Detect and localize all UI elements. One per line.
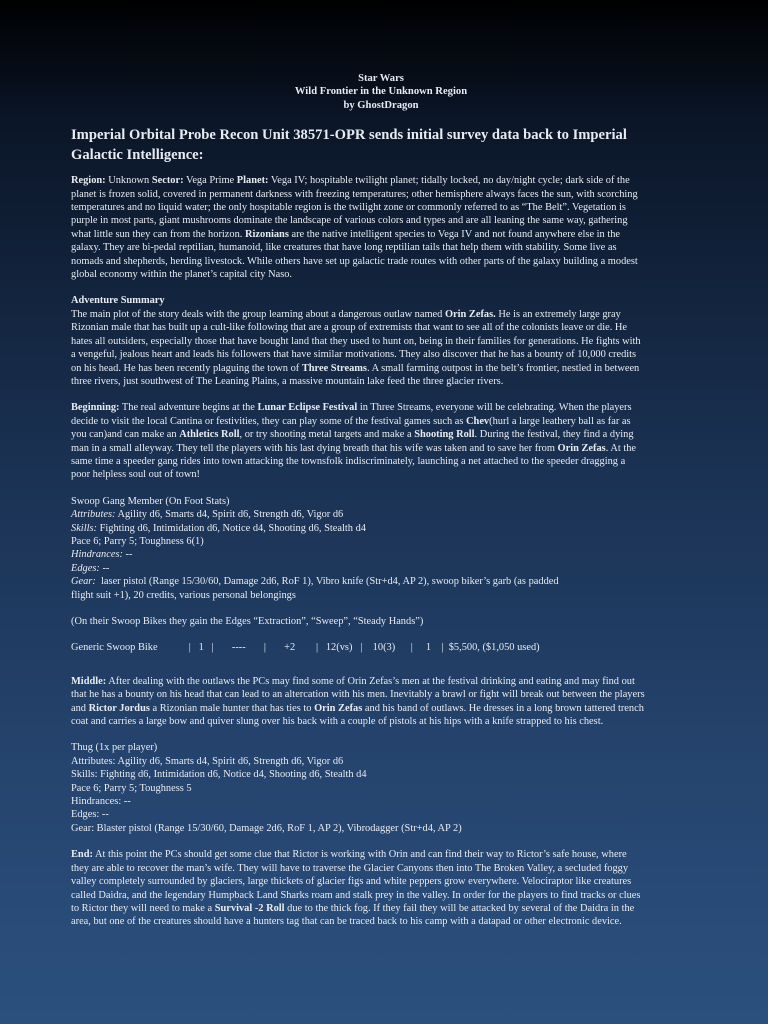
swoop-skills: Skills: Fighting d6, Intimidation d6, Notice d4, Shooting d6, Stealth d4	[71, 522, 366, 534]
swoop-bike-stats: Generic Swoop Bike | 1 | ---- | +2 | 12(vs) | 10(3) | 1 | $5,500, ($1,050 used)	[71, 642, 540, 654]
headline-line: Imperial Orbital Probe Recon Unit 38571-OPR sends initial survey data back to Imperial	[71, 127, 627, 144]
headline-line: Galactic Intelligence:	[71, 147, 204, 164]
text-line: Rizonian male that has built up a cult-like following that are a group of extremists that want to see all of the colonists leave or die. He	[71, 322, 628, 334]
text-line: Skills: Fighting d6, Intimidation d6, Notice d4, Shooting d6, Stealth d4	[71, 769, 367, 781]
text-line: global economy within the planet’s capital city Naso.	[71, 269, 293, 281]
header-author: by GhostDragon	[343, 99, 419, 111]
summary-paragraph	[71, 308, 705, 388]
text-line: Region: Unknown Sector: Vega Prime Planet: Vega IV; hospitable twilight planet; tidally locked, no day/night cycle; dark side of the	[71, 175, 630, 187]
text-line: Gear: Blaster pistol (Range 15/30/60, Damage 2d6, RoF 1, AP 2), Vibrodagger (Str+d4, AP 2)	[71, 822, 462, 834]
text-line: nomads and shepherds, herding livestock. While others have set up galactic trade routes with other parts of the galaxy building a modest	[71, 255, 638, 267]
text-line: poor helpless soul out of town!	[71, 469, 201, 481]
swoop-attributes: Attributes: Agility d6, Smarts d4, Spirit d6, Strength d6, Vigor d6	[71, 509, 344, 521]
text-line: hates all outsiders, especially those that have bought land that they used to hunt on, being in their families for generations. He fights with	[71, 335, 641, 347]
text-line: decide to visit the local Cantina or festivities, they can play some of the festival games such as Chev(hurl a large leathery ball as far as	[71, 415, 631, 427]
text-line: a vengeful, jealous heart and leads his followers that have similar motivations. They also discover that he has a bounty of 10,000 credits	[71, 349, 637, 361]
swoop-hindrances: Hindrances: --	[71, 549, 133, 561]
swoop-edges: Edges: --	[71, 562, 110, 574]
swoop-pace: Pace 6; Parry 5; Toughness 6(1)	[71, 535, 204, 547]
text-line: area, but one of the creatures should have a hunters tag that can be traced back to his camp with a datapad or other electronic device.	[71, 916, 622, 928]
thug-stat-block	[71, 741, 705, 835]
survey-headline	[71, 125, 705, 165]
header-subtitle: Wild Frontier in the Unknown Region	[294, 86, 468, 98]
text-line: three rivers, just southwest of The Leaning Plains, a massive mountain lake feed the three glacier rivers.	[71, 375, 504, 387]
beginning-paragraph	[71, 401, 705, 481]
text-line: coat and carries a large bow and quiver slung over his back with a couple of pistols at his hips with a knife strapped to his chest.	[71, 716, 604, 728]
text-line: same time a speeder gang rides into town attacking the townsfolk indiscriminately, launching a net attached to the speeder dragging a	[71, 455, 626, 467]
adventure-summary	[71, 294, 705, 388]
document-page	[71, 72, 705, 929]
text-line: Middle: After dealing with the outlaws the PCs may find some of Orin Zefas’s men at the festival drinking and eating and may find out	[71, 675, 635, 687]
text-line: to Rictor they will need to make a Survival -2 Roll due to the thick fog. If they fail they will be attacked by several of the Daidra in the	[71, 902, 635, 914]
document-header	[57, 72, 705, 112]
text-line: planet is frozen solid, covered in permanent darkness with freezing temperatures; other hemisphere always faces the sun, with scorching	[71, 188, 638, 200]
swoop-gear: Gear: laser pistol (Range 15/30/60, Damage 2d6, RoF 1), Vibro knife (Str+d4, AP 2), swoop biker’s garb (as padded	[71, 576, 559, 588]
summary-title: Adventure Summary	[71, 295, 165, 307]
header-title: Star Wars	[358, 73, 404, 84]
text-line: on his head. He has been recently plaguing the town of Three Streams. A small farming outpost in the belt’s frontier, nestled in between	[71, 362, 640, 374]
text-line: called Daidra, and the legendary Humpback Land Sharks roam and stalk prey in the valley. In order for the players to find tracks or clues	[71, 889, 641, 901]
text-line: Attributes: Agility d6, Smarts d4, Spirit d6, Strength d6, Vigor d6	[71, 755, 344, 767]
end-paragraph	[71, 848, 705, 928]
text-line: Hindrances: --	[71, 796, 131, 808]
text-line: End: At this point the PCs should get some clue that Rictor is working with Orin and can find their way to Rictor’s safe house, where	[71, 849, 627, 861]
text-line: temperatures and no liquid water; the only hospitable region is the twilight zone or commonly referred to as “The Belt”. Vegetation is	[71, 202, 626, 214]
text-line: Pace 6; Parry 5; Toughness 5	[71, 782, 192, 794]
text-line: valley completely surrounded by glaciers, large thickets of glacier figs and white peppers grow everywhere. Velociraptor like creatures	[71, 876, 632, 888]
middle-paragraph	[71, 675, 705, 729]
region-paragraph	[71, 174, 705, 281]
text-line: that he has a bounty on his head that can lead to an altercation with his men. Inevitably a brawl or fight will break out between the players	[71, 689, 645, 701]
text-line: purple in most parts, giant mushrooms dominate the landscape of various colors and types and are all leaning the same way, gathering	[71, 215, 628, 227]
text-line: and Rictor Jordus a Rizonian male hunter that has ties to Orin Zefas and his band of outlaws. He dresses in a long brown tattered trench	[71, 702, 644, 714]
text-line: what little sun they can from the horizon. Rizonians are the native intelligent species to Vega IV and not found anywhere else in the	[71, 228, 621, 240]
swoop-bike-edges: (On their Swoop Bikes they gain the Edges “Extraction”, “Sweep”, “Steady Hands”)	[71, 616, 424, 627]
text-line: Edges: --	[71, 809, 109, 821]
swoop-gear-continued: flight suit +1), 20 credits, various personal belongings	[71, 589, 296, 601]
text-line: man in a small alleyway. They tell the players with his last dying breath that his wife was taken and to save her from Orin Zefas. At the	[71, 442, 637, 454]
text-line: they are able to recover the man’s wife. They will have to traverse the Glacier Canyons then into The Broken Valley, a secluded foggy	[71, 862, 629, 874]
text-line: Thug (1x per player)	[71, 742, 158, 754]
text-line: The main plot of the story deals with the group learning about a dangerous outlaw named Orin Zefas. He is an extremely large gray	[71, 308, 621, 320]
text-line: Beginning: The real adventure begins at the Lunar Eclipse Festival in Three Streams, everyone will be celebrating. When the players	[71, 402, 632, 414]
swoop-title: Swoop Gang Member (On Foot Stats)	[71, 495, 230, 507]
swoop-stat-block	[71, 495, 705, 655]
text-line: galaxy. They are bi-pedal reptilian, humanoid, like creatures that have long reptilian tails that help them with stability. Some live as	[71, 242, 617, 254]
text-line: you can)and can make an Athletics Roll, or try shooting metal targets and make a Shooting Roll. During the festival, they find a dying	[71, 429, 634, 441]
